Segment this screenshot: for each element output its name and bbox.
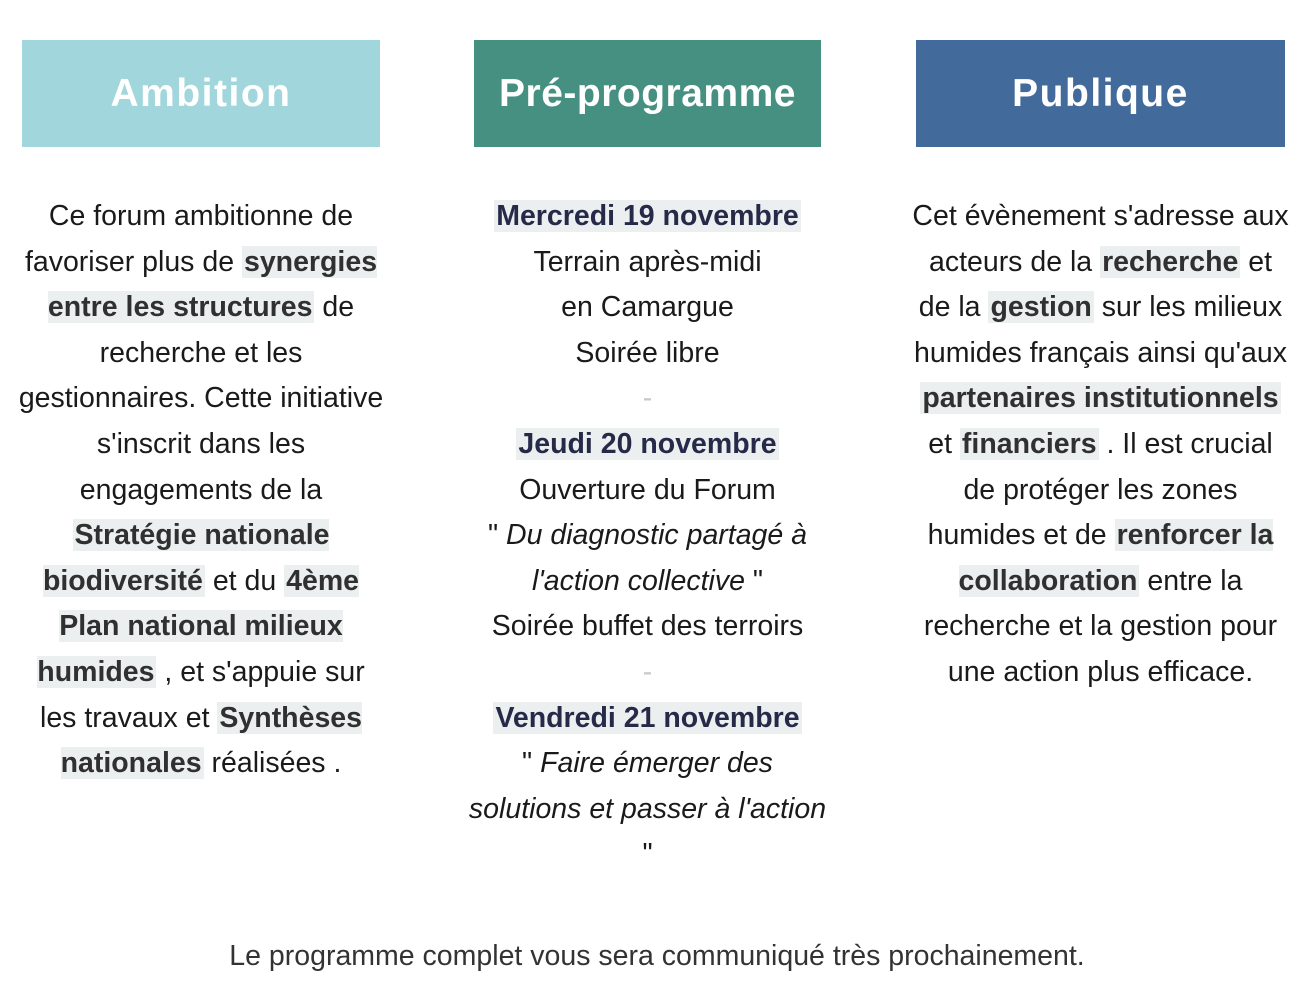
separator: -	[642, 382, 653, 415]
ambition-text-part: de recherche et les gestionnaires. Cette initiative s'inscrit dans les engagements de la	[18, 291, 384, 506]
ambition-text-part: et du	[204, 564, 285, 597]
ambition-text-part: Ce forum ambitionne de favoriser plus de	[24, 200, 354, 278]
quote-close: "	[744, 564, 763, 597]
programme-column	[468, 40, 827, 878]
quote-open: "	[522, 747, 541, 780]
public-highlight-gestion: gestion	[990, 291, 1092, 324]
ambition-highlight-strategie: Stratégie nationale biodiversité	[42, 519, 330, 597]
public-highlight-recherche: recherche	[1102, 245, 1239, 278]
public-text-part: et	[928, 427, 960, 460]
day-2-quote	[466, 513, 829, 604]
day-1-line: Terrain après-midi	[533, 245, 762, 278]
public-text-part: entre la recherche et la gestion pour une action plus efficace.	[923, 564, 1278, 688]
day-3-date: Vendredi 21 novembre	[495, 701, 800, 734]
day-1-date: Mercredi 19 novembre	[496, 200, 799, 232]
day-1-line: en Camargue	[561, 291, 734, 324]
public-text-part: Cet évènement s'adresse aux acteurs de la	[912, 200, 1289, 278]
quote-open: "	[487, 519, 506, 552]
public-highlight-financiers: financiers	[961, 427, 1097, 460]
day-2-date: Jeudi 20 novembre	[518, 427, 777, 460]
quote-close: "	[642, 838, 653, 871]
day-1-line: Soirée libre	[575, 336, 720, 369]
ambition-text	[16, 194, 386, 787]
public-text	[912, 194, 1289, 696]
day-2-line: Soirée buffet des terroirs	[491, 610, 804, 643]
ambition-text-part: , et s'appuie sur les travaux et	[40, 655, 365, 734]
public-header: Publique	[916, 40, 1285, 147]
programme-text	[466, 194, 829, 878]
ambition-highlight-synergies: synergies entre les structures	[47, 245, 378, 324]
ambition-column	[18, 40, 384, 787]
separator: -	[642, 655, 653, 688]
public-text-part: sur les milieux humides français ainsi qu'aux	[914, 291, 1287, 369]
public-column	[912, 40, 1289, 696]
public-text-part: et de la	[918, 245, 1273, 324]
day-3-quote	[466, 741, 829, 878]
programme-header: Pré-programme	[474, 40, 821, 147]
public-highlight-collaboration: renforcer la collaboration	[958, 519, 1274, 597]
public-text-part: . Il est crucial de protéger les zones humides et de	[927, 427, 1273, 552]
day-3-quote-text: Faire émerger des solutions et passer à l'action	[468, 747, 827, 825]
ambition-highlight-plan: 4ème Plan national milieux humides	[37, 564, 360, 688]
day-3-date-line	[466, 696, 829, 742]
day-2-date-line	[466, 422, 829, 468]
day-1-date-line	[466, 194, 829, 240]
footer-note: Le programme complet vous sera communiqué très prochainement.	[229, 940, 1085, 972]
ambition-highlight-syntheses: Synthèses nationales	[60, 701, 362, 780]
day-2-quote-text: Du diagnostic partagé à l'action collective	[506, 519, 808, 597]
public-highlight-partenaires: partenaires institutionnels	[922, 382, 1279, 415]
ambition-header: Ambition	[22, 40, 380, 147]
day-2-line: Ouverture du Forum	[519, 473, 776, 506]
ambition-text-part: réalisées .	[203, 747, 342, 780]
